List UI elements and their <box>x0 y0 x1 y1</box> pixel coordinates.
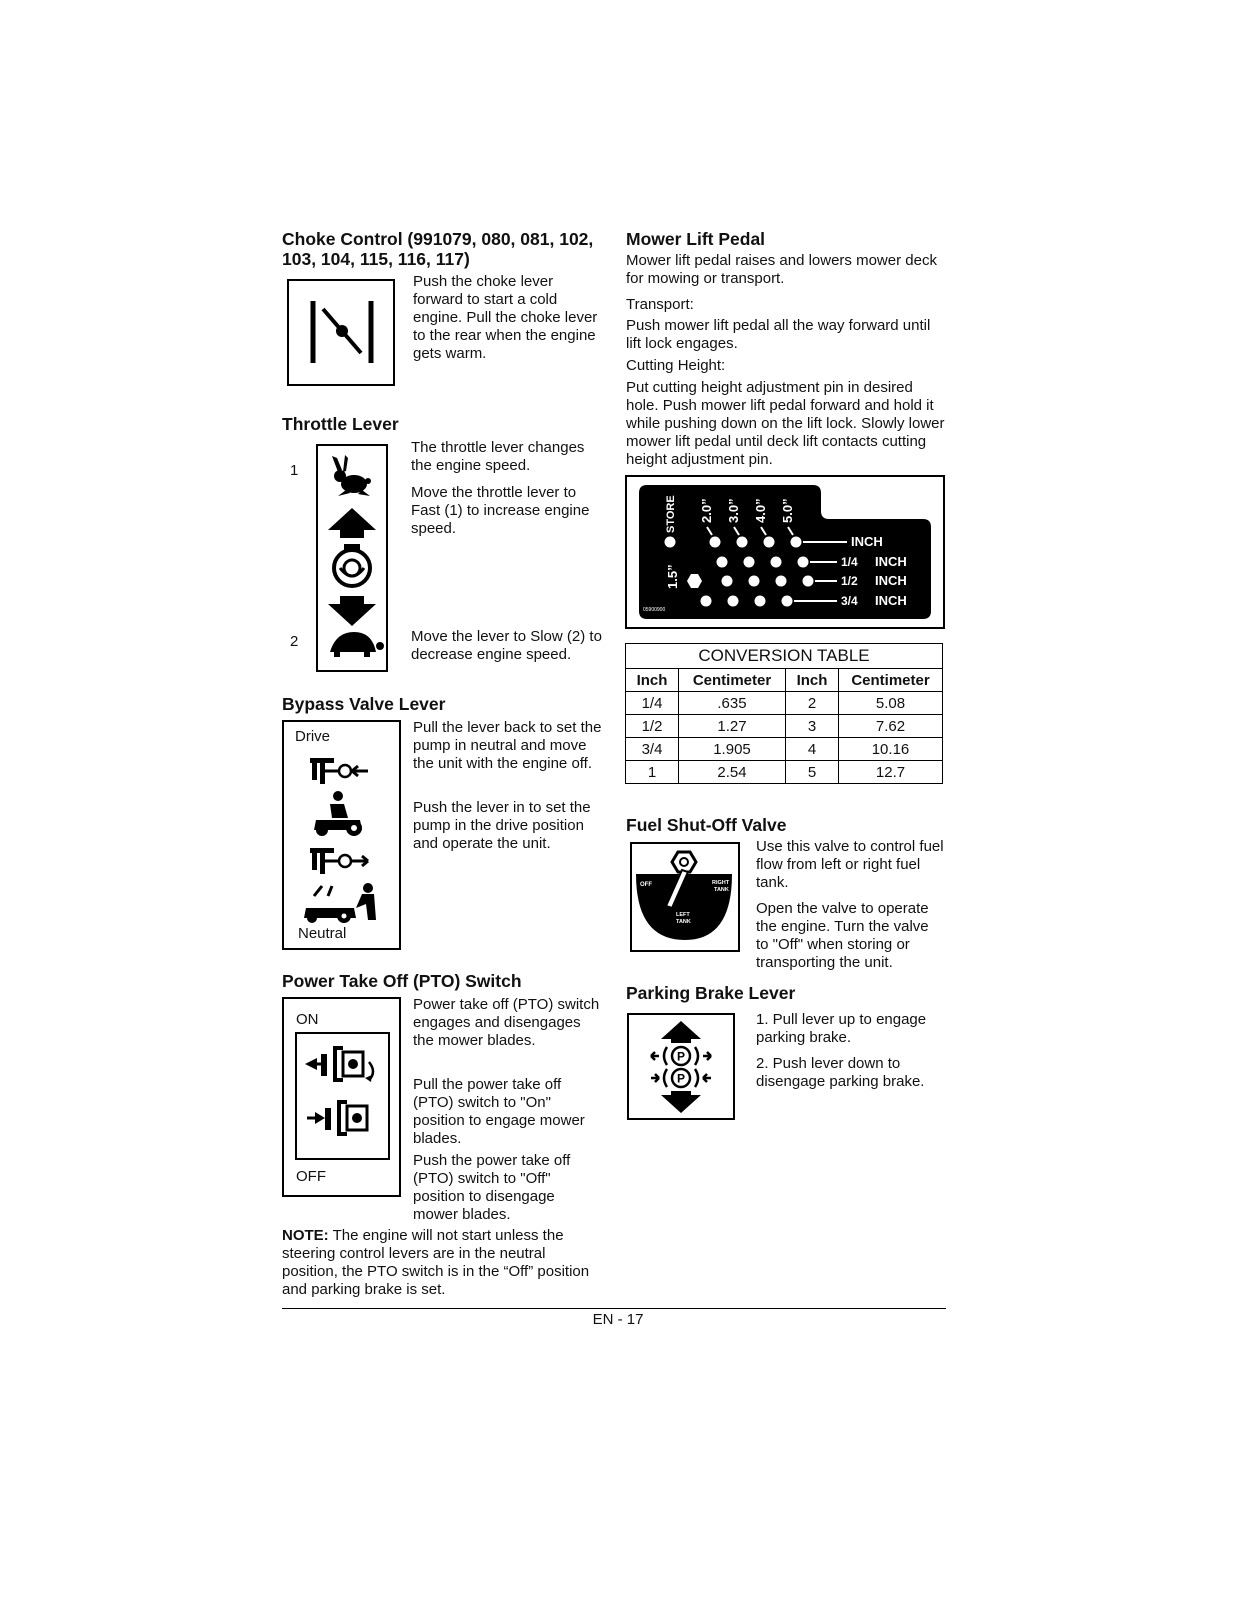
pto-icon-box <box>282 997 401 1197</box>
throttle-icon-strip <box>316 444 388 672</box>
arrow-up-icon <box>328 508 376 538</box>
table-cell: 5.08 <box>839 692 943 715</box>
bypass-text-1: Pull the lever back to set the pump in neutral and move the unit with the engine off. <box>413 719 602 772</box>
decal-inch: INCH <box>851 534 883 549</box>
header-cell: Centimeter <box>839 669 943 692</box>
pto-text-3: Push the power take off (PTO) switch to "Off" position to disengage mower blades. <box>413 1152 571 1223</box>
engine-icon <box>334 544 370 586</box>
table-cell: 1/2 <box>626 715 679 738</box>
mower-text-5: Put cutting height adjustment pin in desired hole. Push mower lift pedal forward and hold it while pushing down on the lift lock. Slowly lower mower lift pedal until deck lift contacts cutting height adjustment pin. <box>626 379 945 468</box>
table-cell: 2 <box>786 692 839 715</box>
choke-text: Push the choke lever forward to start a cold engine. Pull the choke lever to the rear when the engine gets warm. <box>413 273 598 362</box>
fuel-tank-label-1: TANK <box>714 887 729 893</box>
decal-inch-3: INCH <box>875 573 907 588</box>
header-cell: Inch <box>786 669 839 692</box>
fuel-valve-icon <box>630 842 740 952</box>
table-cell: 1.905 <box>679 738 786 761</box>
bypass-text-2: Push the lever in to set the pump in the drive position and operate the unit. <box>413 799 591 852</box>
decal-q34: 3/4 <box>841 594 858 608</box>
throttle-text-3: Move the lever to Slow (2) to decrease engine speed. <box>411 628 602 663</box>
pto-title: Power Take Off (PTO) Switch <box>282 971 522 991</box>
throttle-text-2: Move the throttle lever to Fast (1) to increase engine speed. <box>411 484 590 537</box>
parking-brake-icon <box>627 1013 735 1120</box>
throttle-text-1: The throttle lever changes the engine speed. <box>411 439 585 474</box>
cutting-height-decal <box>625 475 945 629</box>
decal-store: STORE <box>665 495 677 533</box>
pto-disengage-icon <box>307 1102 367 1134</box>
table-cell: 1/4 <box>626 692 679 715</box>
brake-text-1: 1. Pull lever up to engage parking brake. <box>756 1011 927 1046</box>
fuel-text-1: Use this valve to control fuel flow from left or right fuel tank. <box>756 838 944 891</box>
decal-h50: 5.0” <box>780 498 795 523</box>
throttle-title: Throttle Lever <box>282 414 399 434</box>
header-cell: Centimeter <box>679 669 786 692</box>
mower-pushing-icon <box>304 883 376 923</box>
pto-text-1: Power take off (PTO) switch engages and disengages the mower blades. <box>413 996 600 1049</box>
table-cell: .635 <box>679 692 786 715</box>
mower-text-4: Cutting Height: <box>626 357 726 374</box>
throttle-fast-label: 1 <box>290 462 299 479</box>
mower-driving-icon <box>314 791 362 836</box>
valve-in-icon <box>310 758 368 784</box>
footer-rule <box>282 1308 946 1309</box>
turtle-icon <box>330 632 384 657</box>
pto-note <box>282 1227 602 1299</box>
rabbit-icon <box>332 455 371 496</box>
table-row <box>626 761 943 784</box>
header-cell: Inch <box>626 669 679 692</box>
table-cell: 2.54 <box>679 761 786 784</box>
note-label: NOTE: <box>282 1227 329 1244</box>
pto-text-2: Pull the power take off (PTO) switch to "On" position to engage mower blades. <box>413 1076 585 1147</box>
pto-engage-icon <box>305 1048 373 1082</box>
arrow-down-icon <box>328 596 376 626</box>
mower-title: Mower Lift Pedal <box>626 229 766 249</box>
table-cell: 5 <box>786 761 839 784</box>
mower-text-1: Mower lift pedal raises and lowers mower deck for mowing or transport. <box>626 252 937 287</box>
brake-arrow-up-icon <box>661 1021 701 1043</box>
decal-h20: 2.0” <box>699 498 714 523</box>
mower-text-2: Transport: <box>626 296 694 313</box>
bypass-title: Bypass Valve Lever <box>282 694 446 714</box>
brake-text-2: 2. Push lever down to disengage parking brake. <box>756 1055 925 1090</box>
brake-arrow-down-icon <box>661 1091 701 1113</box>
table-row <box>626 715 943 738</box>
decal-inch-2: INCH <box>875 554 907 569</box>
table-cell: 4 <box>786 738 839 761</box>
fuel-left-label: LEFT <box>676 912 690 918</box>
mower-text-3: Push mower lift pedal all the way forward until lift lock engages. <box>626 317 931 352</box>
fuel-title: Fuel Shut-Off Valve <box>626 815 787 835</box>
note-text: The engine will not start unless the steering control levers are in the neutral position, the PTO switch is in the “Off” position and parking brake is set. <box>282 1227 590 1298</box>
table-cell: 12.7 <box>839 761 943 784</box>
fuel-right-label: RIGHT <box>712 880 730 886</box>
table-header-row <box>626 669 943 692</box>
bypass-icon-box <box>282 720 401 950</box>
fuel-text-2: Open the valve to operate the engine. Turn the valve to "Off" when storing or transporting the unit. <box>756 900 929 971</box>
conversion-caption: CONVERSION TABLE <box>626 644 943 669</box>
decal-part-number: 05900900 <box>643 607 666 613</box>
table-cell: 3/4 <box>626 738 679 761</box>
pto-switch-frame <box>295 1032 390 1160</box>
page-number: EN - 17 <box>592 1311 644 1328</box>
bypass-neutral-label: Neutral <box>298 925 347 942</box>
fuel-tank-label-2: TANK <box>676 919 691 925</box>
conversion-table <box>625 643 943 784</box>
table-row <box>626 692 943 715</box>
decal-h15: 1.5” <box>665 564 680 589</box>
table-cell: 3 <box>786 715 839 738</box>
decal-h40: 4.0” <box>753 498 768 523</box>
decal-q12: 1/2 <box>841 574 858 588</box>
table-cell: 1.27 <box>679 715 786 738</box>
valve-out-icon <box>310 848 368 874</box>
fuel-off-label: OFF <box>640 882 652 888</box>
table-cell: 7.62 <box>839 715 943 738</box>
brake-p-glyph-1: P <box>676 1049 686 1064</box>
brake-title: Parking Brake Lever <box>626 983 796 1003</box>
choke-title: Choke Control (991079, 080, 081, 102, 103, 104, 115, 116, 117) <box>282 229 594 269</box>
choke-icon <box>287 279 395 386</box>
pto-off-label: OFF <box>296 1168 326 1185</box>
bypass-drive-label: Drive <box>295 728 331 745</box>
brake-p-glyph-2: P <box>676 1071 686 1086</box>
table-cell: 1 <box>626 761 679 784</box>
table-cell: 10.16 <box>839 738 943 761</box>
decal-q14: 1/4 <box>841 555 858 569</box>
decal-inch-4: INCH <box>875 593 907 608</box>
throttle-slow-label: 2 <box>290 633 299 650</box>
table-row <box>626 738 943 761</box>
decal-h30: 3.0” <box>726 498 741 523</box>
pto-on-label: ON <box>296 1011 319 1028</box>
